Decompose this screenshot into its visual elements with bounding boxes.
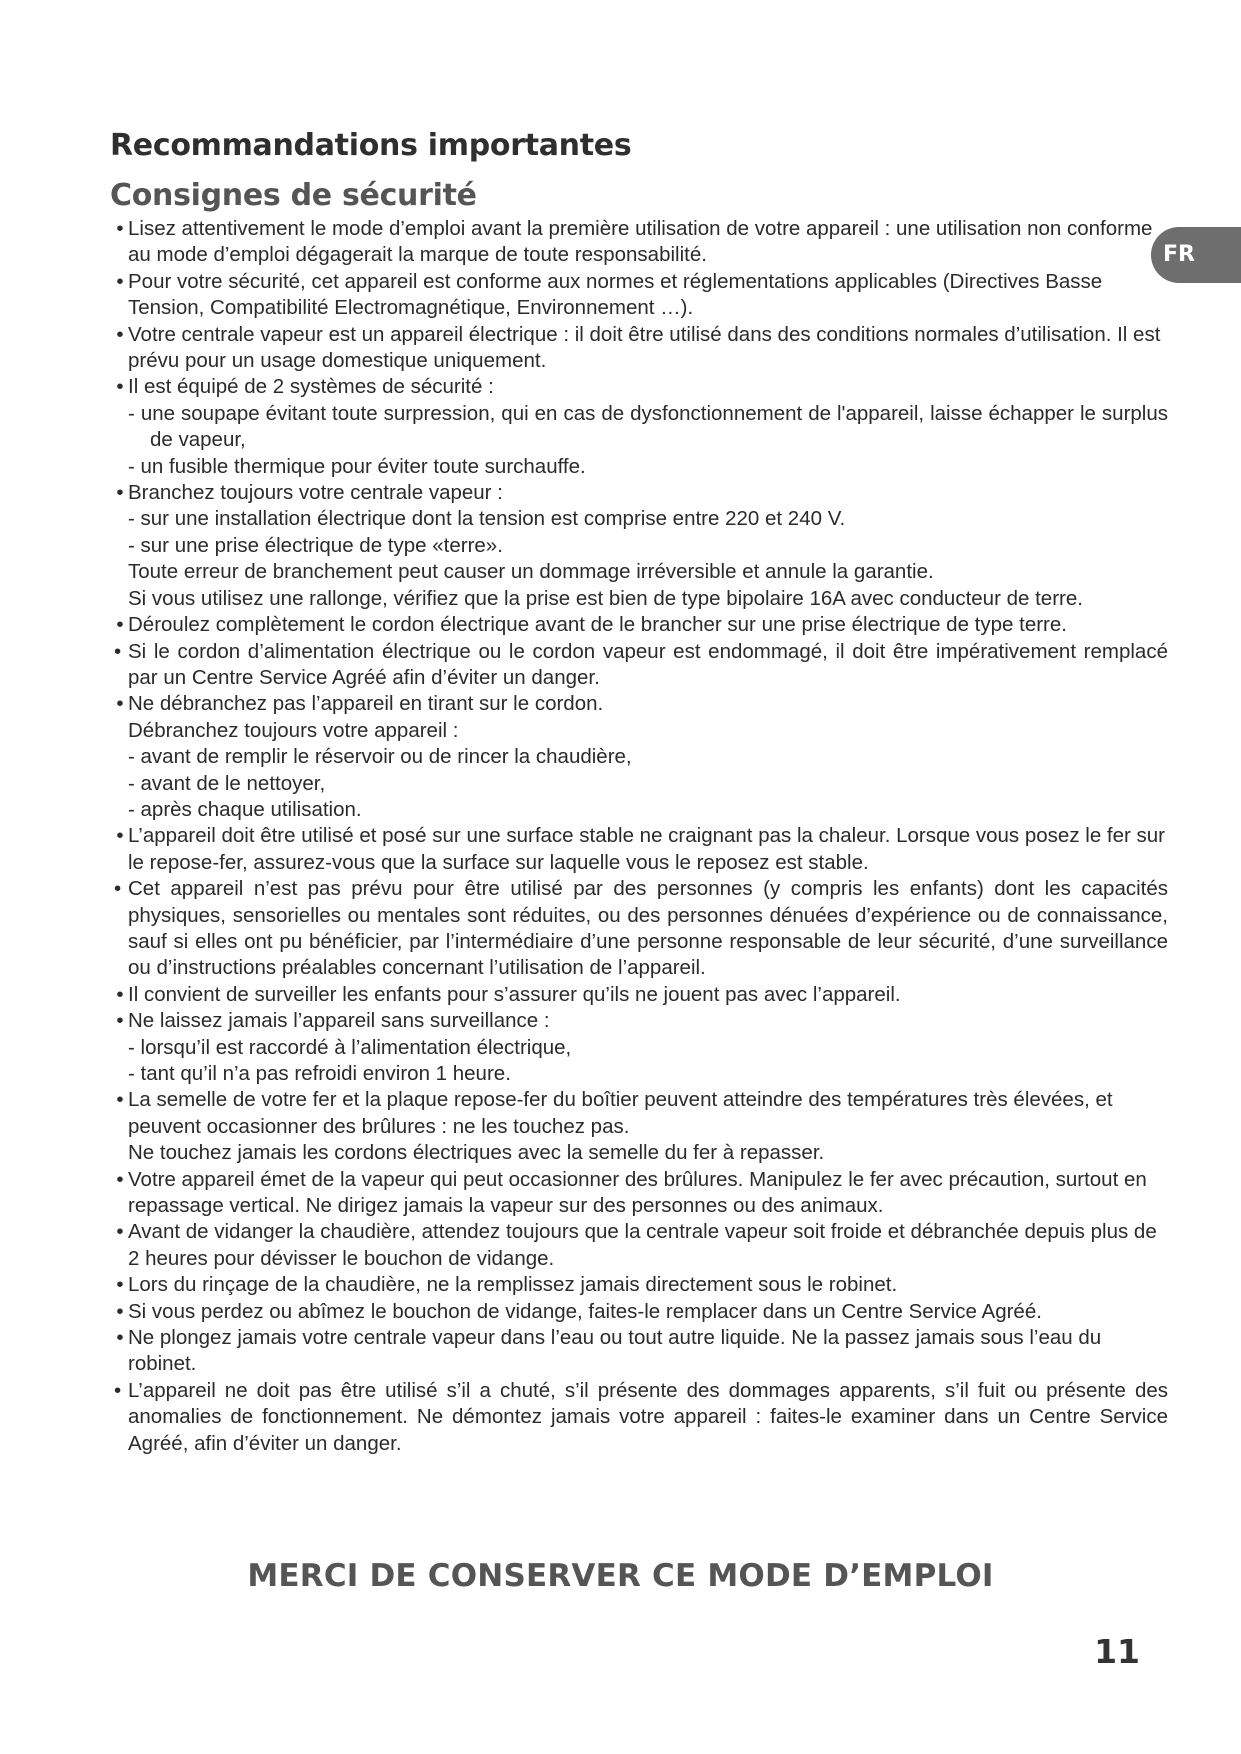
bullet-icon: • [116, 824, 124, 848]
list-item-text: Cet appareil n’est pas prévu pour être utilisé par des personnes (y compris les enfants) dont les capacités physiques, sensorielles ou mentales sont réduites, ou des personnes dénuées d’expérience ou de connaissance, sauf si elles ont pu bénéficier, par l’intermédiaire d’une personne responsable de leur sécurité, d’une surveillance ou d’instructions préalables concernant l’utilisation de l’appareil. [128, 877, 1168, 980]
list-item [116, 1008, 1168, 1087]
list-item [116, 269, 1168, 322]
sub-item: - après chaque utilisation. [128, 797, 362, 821]
page-number: 11 [1094, 1632, 1140, 1671]
list-item-text: Pour votre sécurité, cet appareil est conforme aux normes et réglementations applicables (Directives Basse Tension, Compatibilité Electromagnétique, Environnement …). [128, 269, 1103, 320]
sub-item [128, 401, 1168, 454]
bullet-icon: • [116, 1167, 124, 1191]
bullet-icon: • [116, 322, 124, 346]
sub-item: - un fusible thermique pour éviter toute surchauffe. [128, 454, 586, 478]
list-item-text: Si vous perdez ou abîmez le bouchon de vidange, faites-le remplacer dans un Centre Service Agréé. [128, 1299, 1042, 1323]
list-item-text: La semelle de votre fer et la plaque repose-fer du boîtier peuvent atteindre des températures très élevées, et peuvent occasionner des brûlures : ne les touchez pas. [128, 1088, 1113, 1138]
sub-item: - sur une installation électrique dont la tension est comprise entre 220 et 240 V. [128, 507, 846, 531]
section-heading: Consignes de sécurité [110, 178, 477, 213]
list-item-text: L’appareil ne doit pas être utilisé s’il a chuté, s’il présente des dommages apparents, s’il fuit ou présente des anomalies de fonctionnement. Ne démontez jamais votre appareil : faites-le examiner dans un Centre Service Agréé, afin d’éviter un danger. [128, 1378, 1168, 1455]
list-item [116, 1272, 1168, 1298]
paragraph: Si vous utilisez une rallonge, vérifiez que la prise est bien de type bipolaire 16A avec conducteur de terre. [128, 586, 1083, 610]
sub-item: - sur une prise électrique de type «terre». [128, 533, 503, 557]
sub-item-text: - une soupape évitant toute surpression, qui en cas de dysfonctionnement de l'appareil, laisse échapper le surplus de vapeur, [128, 401, 1168, 452]
list-item-text: Lors du rinçage de la chaudière, ne la remplissez jamais directement sous le robinet. [128, 1273, 898, 1297]
list-item [116, 1325, 1168, 1378]
list-item [114, 639, 1168, 692]
list-item [116, 480, 1168, 612]
bullet-icon: • [116, 217, 124, 240]
bullet-icon: • [116, 1299, 124, 1323]
sub-item: - tant qu’il n’a pas refroidi environ 1 heure. [128, 1062, 511, 1085]
list-item [116, 216, 1168, 269]
bullet-icon: • [116, 1220, 124, 1244]
page-title: Recommandations importantes [110, 128, 632, 163]
safety-instructions [114, 216, 1168, 1457]
bullet-icon: • [116, 1088, 124, 1112]
list-item-text: Branchez toujours votre centrale vapeur : [128, 481, 503, 505]
list-item [114, 1378, 1168, 1457]
bullet-icon: • [116, 375, 124, 399]
list-item [114, 876, 1168, 982]
list-item [116, 374, 1168, 480]
paragraph: Débranchez toujours votre appareil : [128, 718, 459, 742]
list-item [116, 1167, 1168, 1220]
list-item [116, 322, 1168, 375]
list-item [116, 691, 1168, 823]
list-item [116, 1087, 1168, 1166]
list-item-text: L’appareil doit être utilisé et posé sur une surface stable ne craignant pas la chaleur. Lorsque vous posez le fer sur le repose-fer, assurez-vous que la surface sur laquelle vous le reposez est stable. [128, 824, 1166, 874]
list-item [116, 823, 1168, 876]
language-tab: FR [1151, 227, 1241, 283]
list-item-text: Avant de vidanger la chaudière, attendez toujours que la centrale vapeur soit froide et débranchée depuis plus de 2 heures pour dévisser le bouchon de vidange. [128, 1220, 1157, 1270]
list-item-text: Votre centrale vapeur est un appareil électrique : il doit être utilisé dans des conditions normales d’utilisation. Il est prévu pour un usage domestique uniquement. [128, 322, 1161, 373]
bullet-icon: • [116, 1326, 124, 1350]
bullet-icon: • [114, 1378, 122, 1402]
bullet-icon: • [114, 877, 122, 901]
list-item [116, 612, 1168, 638]
bullet-icon: • [116, 481, 124, 505]
list-item-text: Si le cordon d’alimentation électrique ou le cordon vapeur est endommagé, il doit être impérativement remplacé par un Centre Service Agréé afin d’éviter un danger. [128, 639, 1168, 689]
list-item [116, 982, 1168, 1008]
list-item-text: Ne laissez jamais l’appareil sans surveillance : [128, 1009, 550, 1033]
paragraph: Toute erreur de branchement peut causer un dommage irréversible et annule la garantie. [128, 560, 934, 584]
list-item [116, 1299, 1168, 1325]
sub-item: - lorsqu’il est raccordé à l’alimentation électrique, [128, 1035, 572, 1059]
paragraph: Ne touchez jamais les cordons électriques avec la semelle du fer à repasser. [128, 1141, 825, 1165]
bullet-icon: • [116, 613, 124, 637]
bullet-icon: • [116, 982, 124, 1006]
list-item-text: Il est équipé de 2 systèmes de sécurité : [128, 375, 494, 399]
list-item-text: Ne plongez jamais votre centrale vapeur dans l’eau ou tout autre liquide. Ne la passez jamais sous l’eau du robinet. [128, 1326, 1102, 1376]
bullet-icon: • [116, 1273, 124, 1297]
bullet-icon: • [114, 639, 122, 663]
list-item-text: Ne débranchez pas l’appareil en tirant sur le cordon. [128, 692, 604, 716]
sub-item: - avant de le nettoyer, [128, 771, 326, 795]
bullet-icon: • [116, 1009, 124, 1033]
list-item-text: Votre appareil émet de la vapeur qui peut occasionner des brûlures. Manipulez le fer avec précaution, surtout en repassage vertical. Ne dirigez jamais la vapeur sur des personnes ou des animaux. [128, 1167, 1147, 1218]
bullet-icon: • [116, 269, 124, 293]
bullet-icon: • [116, 692, 124, 716]
list-item-text: Il convient de surveiller les enfants pour s’assurer qu’ils ne jouent pas avec l’appareil. [128, 982, 901, 1006]
list-item-text: Lisez attentivement le mode d’emploi avant la première utilisation de votre appareil : une utilisation non conforme au mode d’emploi dégagerait la marque de toute responsabilité. [128, 217, 1153, 267]
keep-manual-notice: MERCI DE CONSERVER CE MODE D’EMPLOI [247, 1558, 994, 1594]
list-item [116, 1219, 1168, 1272]
sub-item: - avant de remplir le réservoir ou de rincer la chaudière, [128, 745, 632, 769]
list-item-text: Déroulez complètement le cordon électrique avant de le brancher sur une prise électrique de type terre. [128, 613, 1067, 637]
